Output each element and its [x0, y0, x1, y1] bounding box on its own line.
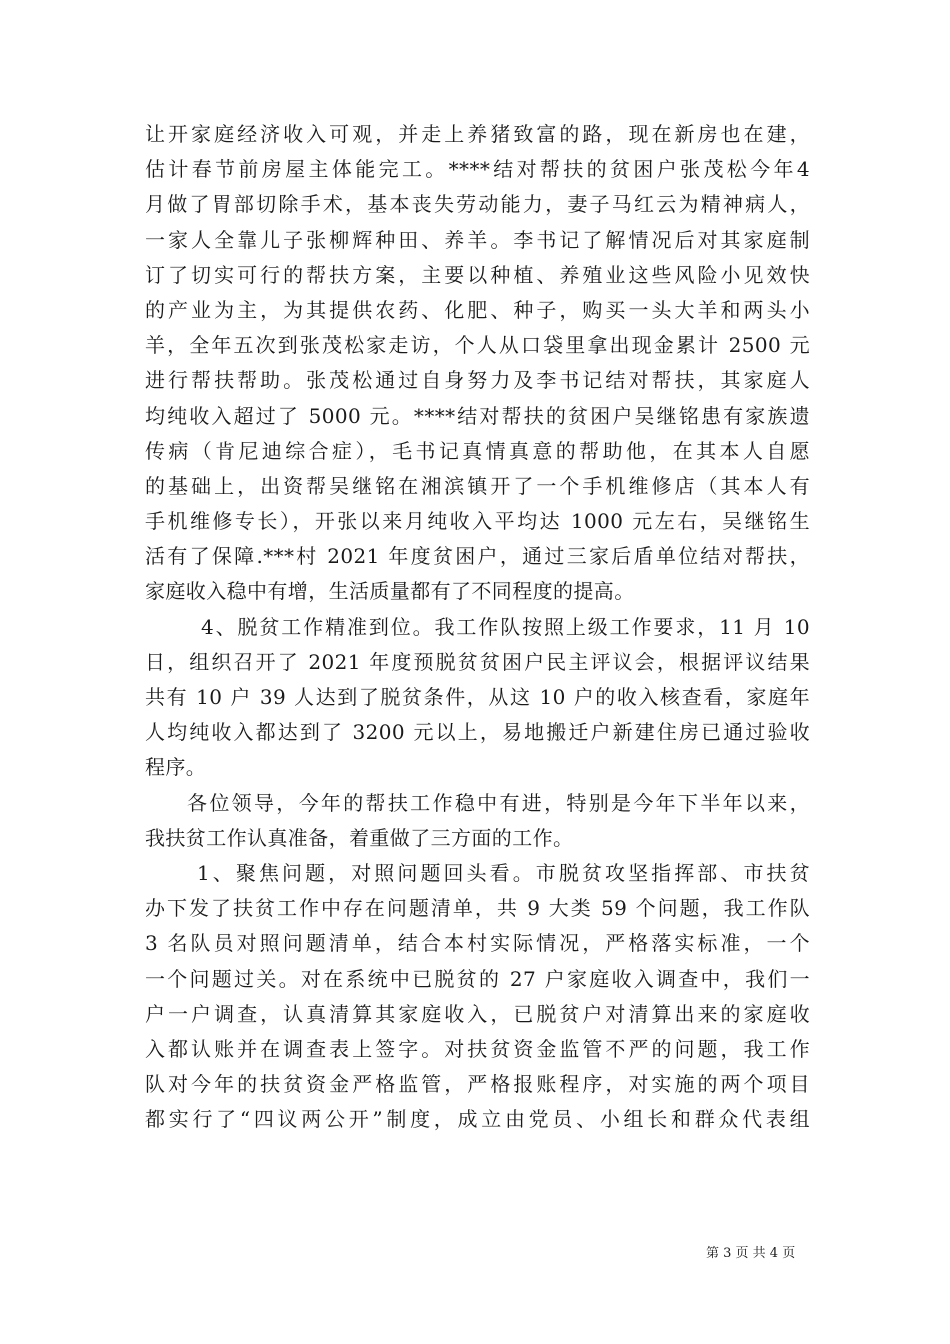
text-line: 入都认账并在调查表上签字。对扶贫资金监管不严的问题，我工作	[145, 1036, 810, 1061]
text-line: 一家人全靠儿子张柳辉种田、养羊。李书记了解情况后对其家庭制	[145, 227, 810, 252]
text-line: 户一户调查，认真清算其家庭收入，已脱贫户对清算出来的家庭收	[145, 1001, 810, 1026]
text-line: 日，组织召开了 2021 年度预脱贫贫困户民主评议会，根据评议结果	[145, 649, 810, 674]
text-line: 4、脱贫工作精准到位。我工作队按照上级工作要求，11 月 10	[201, 614, 810, 639]
paragraph	[145, 786, 810, 856]
document-body	[145, 117, 810, 1137]
text-line: 人均纯收入都达到了 3200 元以上，易地搬迁户新建住房已通过验收	[145, 720, 810, 745]
text-line: 的基础上，出资帮吴继铭在湘滨镇开了一个手机维修店（其本人有	[145, 473, 810, 498]
page-number-footer: 第 3 页 共 4 页	[706, 1246, 796, 1261]
text-line: 3 名队员对照问题清单，结合本村实际情况，严格落实标准，一个	[145, 931, 810, 956]
text-line: 羊，全年五次到张茂松家走访，个人从口袋里拿出现金累计 2500 元	[145, 333, 810, 358]
text-line: 均纯收入超过了 5000 元。****结对帮扶的贫困户吴继铭患有家族遗	[145, 403, 810, 428]
text-line: 队对今年的扶贫资金严格监管，严格报账程序，对实施的两个项目	[145, 1072, 810, 1097]
text-line: 程序。	[145, 755, 207, 780]
text-line: 的产业为主，为其提供农药、化肥、种子，购买一头大羊和两头小	[145, 297, 810, 322]
text-line: 1、聚焦问题，对照问题回头看。市脱贫攻坚指挥部、市扶贫	[197, 860, 810, 885]
text-line: 家庭收入稳中有增，生活质量都有了不同程度的提高。	[145, 579, 635, 604]
text-line: 让开家庭经济收入可观，并走上养猪致富的路，现在新房也在建，	[145, 122, 810, 146]
paragraph	[145, 117, 810, 610]
text-line: 月做了胃部切除手术，基本丧失劳动能力，妻子马红云为精神病人，	[145, 192, 810, 217]
paragraph	[145, 610, 810, 786]
text-line: 都实行了“四议两公开”制度，成立由党员、小组长和群众代表组	[145, 1107, 810, 1132]
text-line: 传病（肯尼迪综合症），毛书记真情真意的帮助他，在其本人自愿	[145, 438, 810, 463]
text-line: 活有了保障.***村 2021 年度贫困户，通过三家后盾单位结对帮扶，	[145, 544, 810, 569]
paragraph	[145, 856, 810, 1138]
text-line: 我扶贫工作认真准备，着重做了三方面的工作。	[145, 825, 574, 850]
text-line: 各位领导，今年的帮扶工作稳中有进，特别是今年下半年以来，	[187, 790, 810, 815]
text-line: 进行帮扶帮助。张茂松通过自身努力及李书记结对帮扶，其家庭人	[145, 368, 810, 393]
text-line: 手机维修专长），开张以来月纯收入平均达 1000 元左右，吴继铭生	[145, 509, 810, 534]
text-line: 共有 10 户 39 人达到了脱贫条件，从这 10 户的收入核查看，家庭年	[145, 685, 810, 709]
text-line: 办下发了扶贫工作中存在问题清单，共 9 大类 59 个问题，我工作队	[145, 896, 810, 921]
text-line: 估计春节前房屋主体能完工。****结对帮扶的贫困户张茂松今年4	[145, 157, 810, 182]
text-line: 订了切实可行的帮扶方案，主要以种植、养殖业这些风险小见效快	[145, 262, 810, 287]
text-line: 一个问题过关。对在系统中已脱贫的 27 户家庭收入调查中，我们一	[145, 966, 810, 991]
